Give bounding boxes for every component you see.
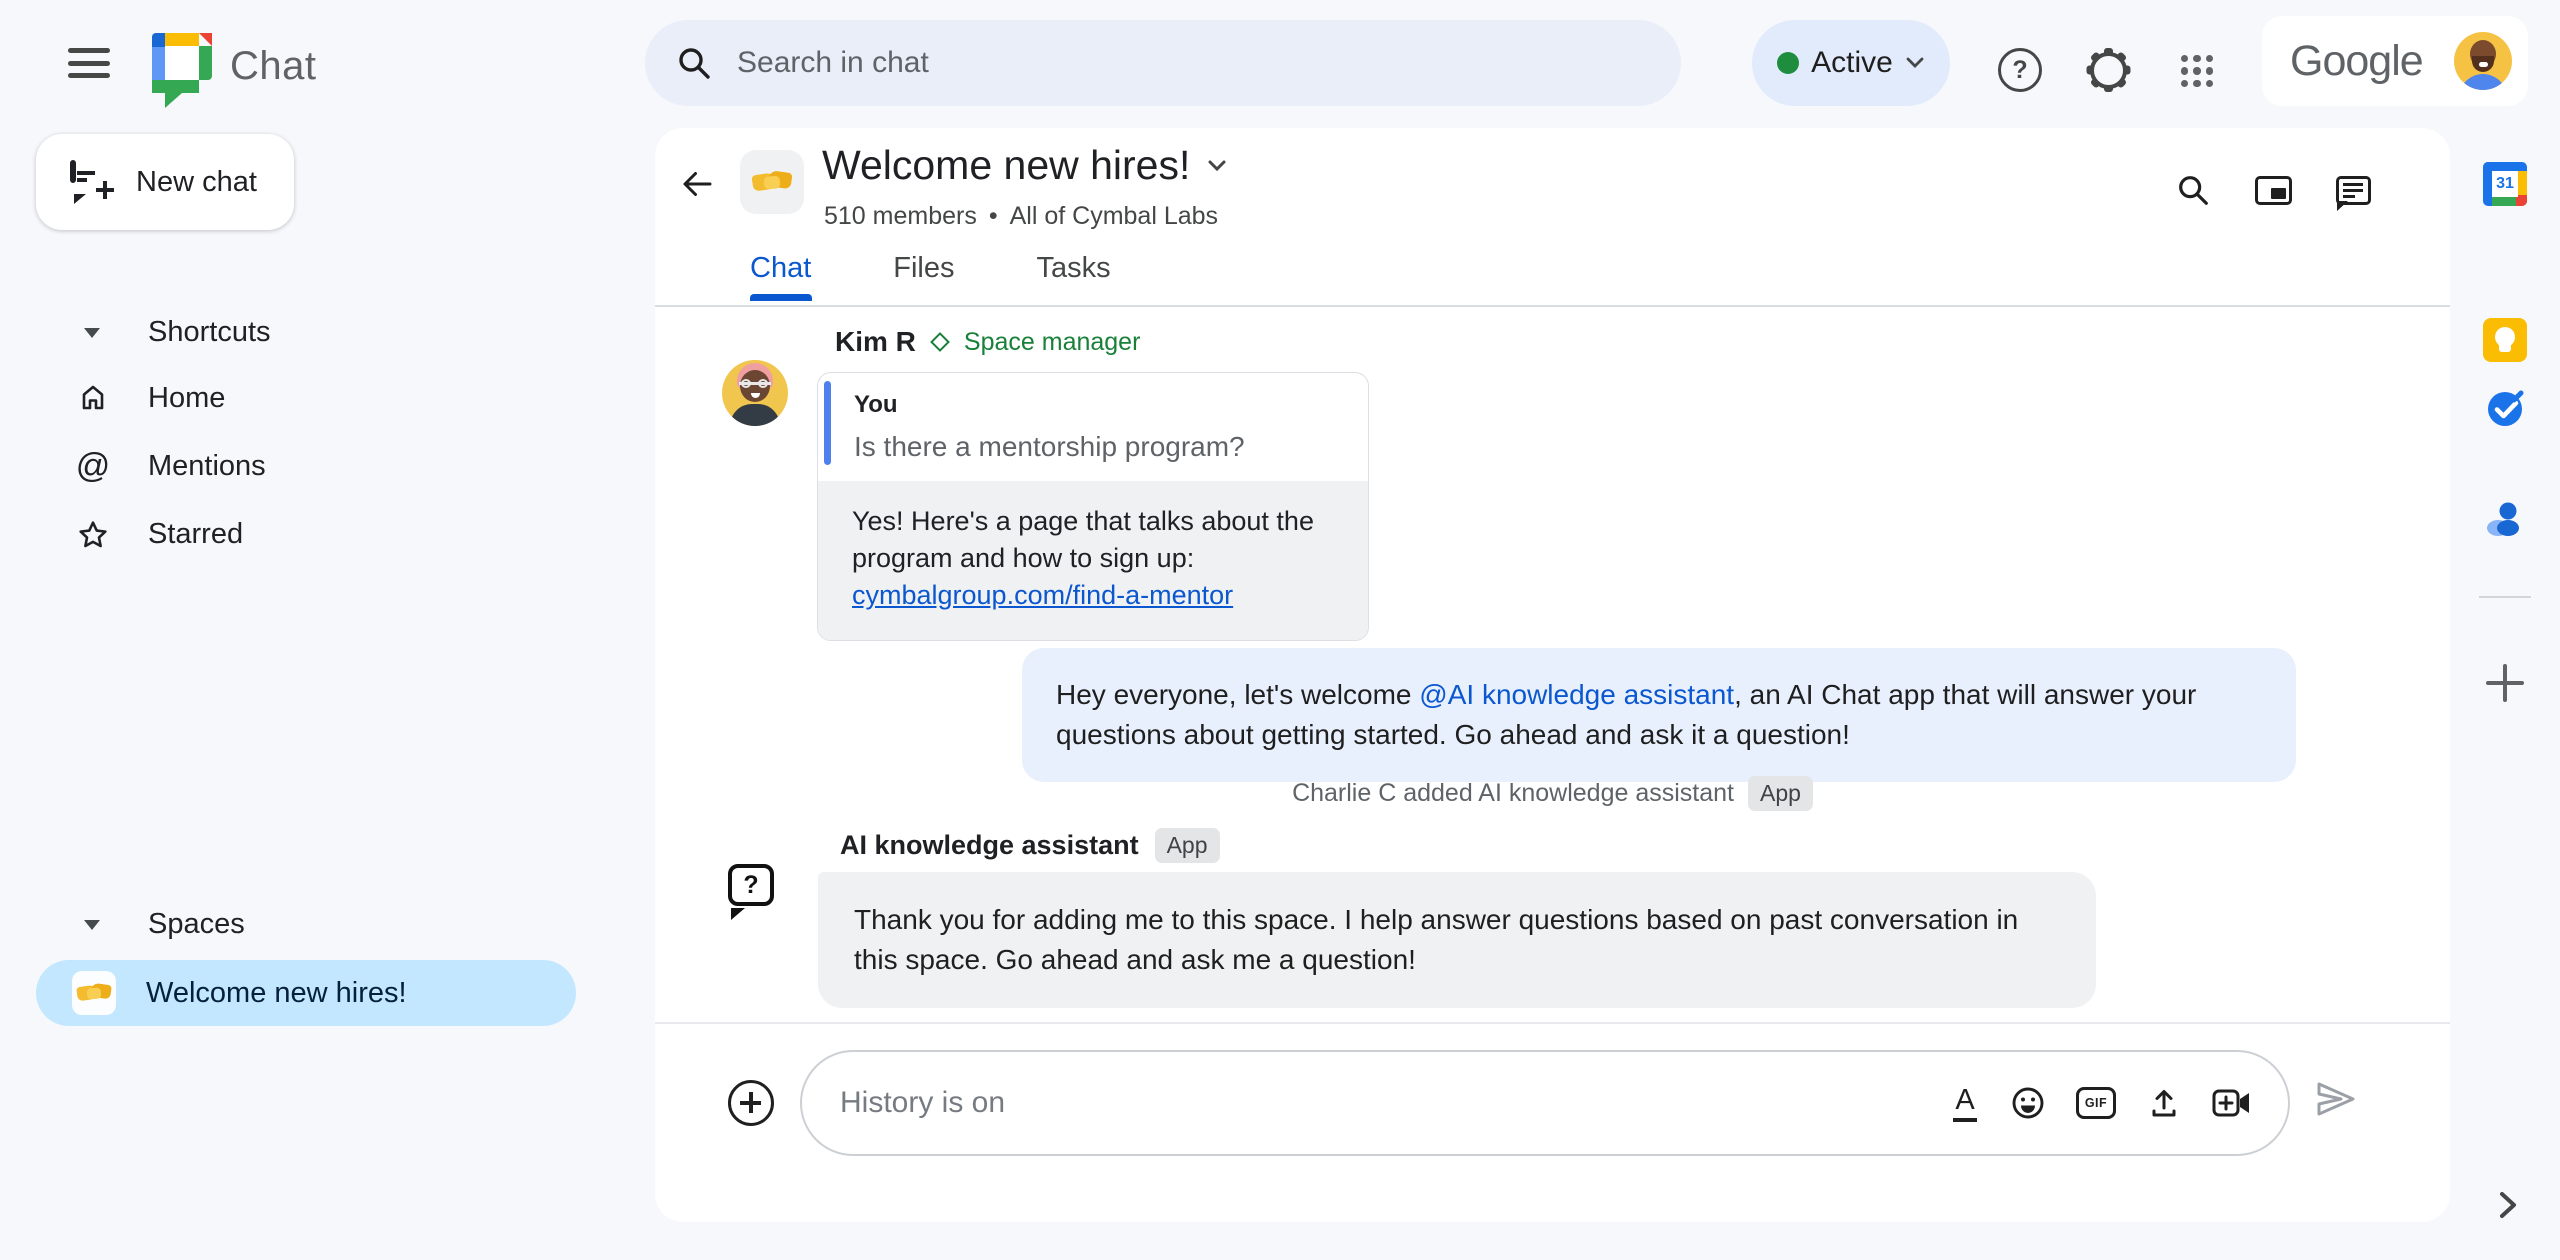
message-sender-row — [840, 828, 1220, 863]
audience-label: All of Cymbal Labs — [1009, 202, 1219, 230]
upload-icon[interactable] — [2146, 1085, 2182, 1121]
handshake-emoji-icon — [77, 982, 111, 1004]
quote-text: Is there a mentorship program? — [854, 431, 1245, 462]
sender-name: AI knowledge assistant — [840, 830, 1139, 860]
sidebar-item-starred[interactable] — [76, 506, 243, 562]
spaces-label: Spaces — [148, 908, 245, 940]
message-text: Hey everyone, let's welcome — [1056, 679, 1420, 710]
search-bar[interactable] — [645, 20, 1681, 106]
quote-author: You — [854, 391, 898, 418]
calendar-icon[interactable] — [2483, 162, 2527, 206]
header-actions — [2175, 172, 2371, 208]
tab-files[interactable]: Files — [893, 252, 955, 284]
tab-tasks[interactable]: Tasks — [1036, 252, 1111, 284]
space-tabs — [750, 252, 1111, 285]
app-badge: App — [1748, 776, 1813, 811]
space-avatar — [740, 150, 804, 214]
sidebar-item-space-welcome-new-hires[interactable] — [36, 960, 576, 1026]
google-chat-logo-icon — [152, 33, 212, 95]
text-format-icon[interactable] — [1950, 1084, 1980, 1122]
new-chat-icon — [70, 163, 110, 201]
product-name: Chat — [230, 44, 317, 88]
sidebar-item-home[interactable] — [76, 370, 225, 426]
chevron-down-icon — [1204, 156, 1230, 176]
back-arrow-icon[interactable] — [679, 166, 715, 202]
status-selector[interactable] — [1752, 20, 1950, 106]
space-manager-label: Space manager — [963, 327, 1141, 356]
message-bubble — [1022, 648, 2296, 782]
message-text: , an AI Chat app that will answer your questions about getting started. Go ahead and ask it a question! — [1056, 679, 2197, 750]
expand-panel-chevron-icon[interactable] — [2494, 1190, 2522, 1220]
help-icon[interactable]: ? — [1998, 48, 2042, 92]
shortcuts-section-header[interactable] — [84, 316, 271, 349]
shortcuts-label: Shortcuts — [148, 316, 271, 348]
message-composer[interactable] — [800, 1050, 2290, 1156]
space-emoji-avatar — [72, 971, 116, 1015]
handshake-emoji-icon — [752, 169, 791, 194]
at-icon: @ — [75, 446, 111, 485]
ai-app-avatar[interactable]: ? — [728, 864, 774, 906]
active-tab-indicator — [750, 294, 812, 301]
avatar[interactable] — [722, 360, 788, 426]
google-account-area — [2262, 16, 2528, 106]
member-count: 510 members — [824, 202, 977, 230]
message-text: Thank you for adding me to this space. I help answer questions based on past conversation in this space. Go ahead and ask me a question! — [854, 904, 2019, 975]
space-panel — [655, 128, 2450, 1222]
quoted-message — [818, 373, 1368, 481]
app-badge: App — [1155, 828, 1220, 863]
add-app-plus-icon[interactable] — [2486, 664, 2524, 702]
search-in-space-icon[interactable] — [2175, 172, 2211, 208]
message-reply — [818, 481, 1368, 640]
composer-divider — [655, 1022, 2450, 1024]
space-item-label: Welcome new hires! — [146, 976, 407, 1009]
space-manager-diamond-icon — [930, 332, 950, 352]
new-chat-button[interactable] — [36, 134, 294, 230]
send-icon[interactable] — [2313, 1078, 2357, 1120]
collapse-caret-icon[interactable] — [84, 920, 100, 930]
sender-name: Kim R — [835, 326, 916, 357]
main-menu-icon[interactable] — [68, 48, 110, 78]
format-letter: A — [1955, 1084, 1975, 1116]
gif-icon[interactable]: GIF — [2076, 1087, 2116, 1119]
message-sender-row — [835, 326, 1140, 358]
sidebar-item-label: Starred — [148, 517, 244, 550]
tasks-icon[interactable] — [2483, 386, 2527, 430]
page-title: Welcome new hires! — [822, 142, 1191, 188]
add-attachment-button[interactable] — [728, 1080, 774, 1126]
threads-icon[interactable] — [2336, 176, 2371, 205]
search-input[interactable] — [737, 46, 1537, 80]
message-link[interactable]: cymbalgroup.com/find-a-mentor — [852, 580, 1234, 610]
active-status-dot-icon — [1777, 52, 1799, 74]
new-chat-label: New chat — [136, 165, 257, 198]
emoji-icon[interactable] — [2010, 1085, 2046, 1121]
tab-chat[interactable]: Chat — [750, 252, 812, 284]
message-input[interactable] — [840, 1086, 1950, 1120]
system-message-text: Charlie C added AI knowledge assistant — [1292, 779, 1734, 807]
open-in-window-icon[interactable] — [2255, 176, 2292, 205]
search-icon — [675, 44, 713, 82]
sidebar-item-label: Home — [148, 381, 226, 414]
quoted-message-card[interactable] — [817, 372, 1369, 641]
message-text: Yes! Here's a page that talks about the program and how to sign up: — [852, 506, 1314, 573]
quote-accent-bar — [824, 381, 831, 465]
composer-toolbar — [1950, 1084, 2252, 1122]
keep-icon[interactable] — [2483, 318, 2527, 362]
sidebar-item-label: Mentions — [148, 449, 266, 482]
collapse-caret-icon[interactable] — [84, 328, 100, 338]
system-message — [655, 776, 2450, 811]
dot-separator: • — [988, 202, 998, 230]
star-icon — [76, 518, 110, 551]
rail-divider — [2479, 596, 2531, 598]
contacts-icon[interactable] — [2483, 497, 2527, 541]
account-avatar[interactable] — [2454, 32, 2512, 90]
ai-app-avatar-tail — [731, 908, 745, 920]
calendar-day-label: 31 — [2492, 171, 2518, 197]
google-apps-grid-icon[interactable] — [2178, 52, 2216, 90]
space-subtitle — [824, 202, 1218, 231]
header-divider — [655, 305, 2450, 307]
spaces-section-header[interactable] — [84, 908, 245, 941]
google-wordmark: Google — [2290, 36, 2423, 85]
video-meeting-icon[interactable] — [2212, 1087, 2252, 1119]
message-bubble — [818, 872, 2096, 1008]
sidebar-item-mentions[interactable] — [76, 438, 266, 494]
space-title-menu[interactable] — [822, 142, 1230, 189]
settings-gear-icon[interactable] — [2086, 48, 2130, 92]
home-icon — [76, 382, 110, 414]
status-label: Active — [1811, 46, 1893, 79]
mention-link[interactable]: @AI knowledge assistant — [1419, 679, 1735, 710]
chevron-down-icon — [1905, 56, 1925, 70]
